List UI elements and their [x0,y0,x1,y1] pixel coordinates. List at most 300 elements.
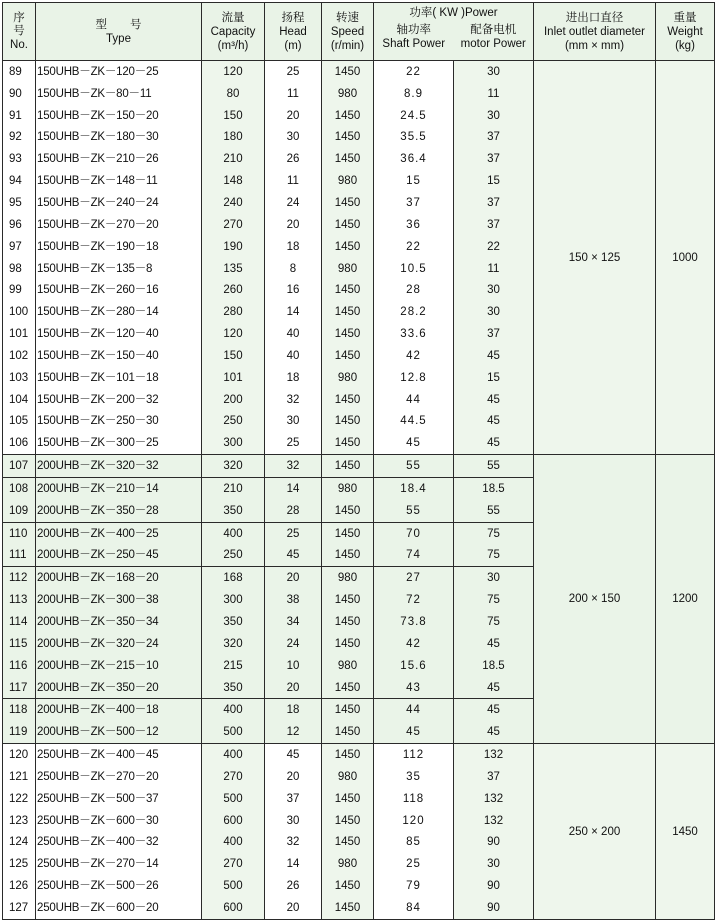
row-capacity: 200 [202,389,265,411]
row-no: 125 [3,853,36,875]
col-header-motor-power [454,23,534,51]
col-header-no-en: No. [10,38,28,51]
row-capacity: 148 [202,170,265,192]
row-type: 150UHB－ZK－260－16 [36,279,202,301]
row-capacity: 400 [202,744,265,766]
row-speed: 1450 [322,721,374,743]
row-no: 123 [3,810,36,832]
row-type: 250UHB－ZK－270－14 [36,853,202,875]
row-head: 20 [265,105,322,127]
group-inlet-diameter: 250 × 200 [534,744,656,920]
row-shaft-power: 70 [374,522,454,544]
row-type: 200UHB－ZK－210－14 [36,478,202,500]
row-capacity: 350 [202,611,265,633]
row-type: 150UHB－ZK－150－20 [36,105,202,127]
row-head: 25 [265,61,322,83]
row-head: 18 [265,236,322,258]
col-header-capacity-unit: (m³/h) [217,39,249,52]
row-capacity: 280 [202,301,265,323]
col-header-speed-en: Speed [330,25,365,38]
row-capacity: 250 [202,411,265,433]
row-no: 97 [3,236,36,258]
row-type: 150UHB－ZK－280－14 [36,301,202,323]
row-type: 250UHB－ZK－500－26 [36,875,202,897]
row-capacity: 135 [202,258,265,280]
row-no: 116 [3,655,36,677]
row-speed: 1450 [322,127,374,149]
row-motor-power: 90 [454,875,534,897]
row-speed: 1450 [322,897,374,919]
row-speed: 980 [322,170,374,192]
row-type: 250UHB－ZK－500－37 [36,788,202,810]
table-row [3,744,715,766]
row-head: 28 [265,500,322,522]
row-capacity: 190 [202,236,265,258]
col-header-inlet-diameter [534,3,656,61]
col-header-inlet-zh: 进出口直径 [565,11,624,24]
row-speed: 1450 [322,105,374,127]
row-speed: 1450 [322,699,374,721]
row-head: 32 [265,832,322,854]
col-header-no [3,3,36,61]
row-speed: 1450 [322,810,374,832]
col-header-no-zh: 序号 [13,11,25,37]
col-header-type [36,3,202,61]
row-shaft-power: 33.6 [374,323,454,345]
row-capacity: 180 [202,127,265,149]
row-capacity: 240 [202,192,265,214]
row-shaft-power: 25 [374,853,454,875]
row-motor-power: 30 [454,567,534,589]
row-motor-power: 45 [454,699,534,721]
row-type: 200UHB－ZK－500－12 [36,721,202,743]
col-header-head [265,3,322,61]
row-head: 45 [265,744,322,766]
row-shaft-power: 42 [374,345,454,367]
row-capacity: 400 [202,699,265,721]
row-shaft-power: 24.5 [374,105,454,127]
row-motor-power: 37 [454,127,534,149]
col-header-weight-zh: 重量 [673,11,697,24]
row-shaft-power: 42 [374,633,454,655]
row-head: 20 [265,214,322,236]
row-shaft-power: 120 [374,810,454,832]
row-type: 200UHB－ZK－400－18 [36,699,202,721]
row-speed: 1450 [322,611,374,633]
group-weight: 1450 [656,744,715,920]
row-capacity: 350 [202,677,265,699]
row-type: 150UHB－ZK－120－40 [36,323,202,345]
row-motor-power: 75 [454,589,534,611]
row-speed: 1450 [322,279,374,301]
row-no: 112 [3,567,36,589]
col-header-weight-en: Weight [667,25,703,38]
row-speed: 1450 [322,236,374,258]
row-capacity: 210 [202,478,265,500]
col-header-motor-zh: 配备电机 [470,24,517,36]
row-speed: 980 [322,478,374,500]
row-motor-power: 11 [454,258,534,280]
row-head: 45 [265,545,322,567]
row-head: 30 [265,411,322,433]
row-shaft-power: 43 [374,677,454,699]
row-type: 250UHB－ZK－270－20 [36,766,202,788]
row-type: 150UHB－ZK－150－40 [36,345,202,367]
row-motor-power: 132 [454,788,534,810]
row-speed: 1450 [322,192,374,214]
row-capacity: 600 [202,897,265,919]
row-capacity: 120 [202,61,265,83]
row-no: 98 [3,258,36,280]
col-header-shaft-power [374,23,454,51]
row-motor-power: 37 [454,192,534,214]
row-head: 18 [265,367,322,389]
row-head: 18 [265,699,322,721]
row-speed: 980 [322,655,374,677]
row-motor-power: 132 [454,810,534,832]
row-shaft-power: 85 [374,832,454,854]
table-row [3,455,715,478]
row-motor-power: 30 [454,61,534,83]
row-type: 150UHB－ZK－148－11 [36,170,202,192]
row-no: 121 [3,766,36,788]
row-no: 108 [3,478,36,500]
row-type: 200UHB－ZK－300－38 [36,589,202,611]
row-speed: 1450 [322,633,374,655]
row-capacity: 101 [202,367,265,389]
row-capacity: 500 [202,875,265,897]
row-type: 250UHB－ZK－400－32 [36,832,202,854]
row-type: 150UHB－ZK－240－24 [36,192,202,214]
row-capacity: 600 [202,810,265,832]
row-shaft-power: 35 [374,766,454,788]
col-header-head-en: Head [279,25,307,38]
row-motor-power: 45 [454,721,534,743]
row-head: 32 [265,389,322,411]
row-speed: 980 [322,766,374,788]
row-no: 106 [3,432,36,454]
row-speed: 1450 [322,788,374,810]
row-type: 200UHB－ZK－350－34 [36,611,202,633]
row-type: 150UHB－ZK－210－26 [36,148,202,170]
row-no: 120 [3,744,36,766]
col-header-weight [656,3,715,61]
row-no: 93 [3,148,36,170]
row-motor-power: 18.5 [454,478,534,500]
row-no: 92 [3,127,36,149]
row-speed: 1450 [322,323,374,345]
col-header-motor-en: motor Power [460,38,526,50]
col-header-capacity-en: Capacity [210,25,256,38]
row-shaft-power: 28 [374,279,454,301]
col-header-type-zh: 型 号 [95,18,142,31]
row-capacity: 320 [202,455,265,478]
row-speed: 1450 [322,677,374,699]
col-header-head-unit: (m) [284,39,302,52]
row-type: 150UHB－ZK－80－11 [36,83,202,105]
row-head: 11 [265,83,322,105]
row-capacity: 500 [202,788,265,810]
row-type: 250UHB－ZK－600－30 [36,810,202,832]
row-no: 114 [3,611,36,633]
col-header-power [374,3,534,61]
row-no: 102 [3,345,36,367]
row-shaft-power: 74 [374,545,454,567]
col-header-power-title: 功率( KW )Power [409,7,498,19]
row-motor-power: 15 [454,367,534,389]
row-motor-power: 132 [454,744,534,766]
row-no: 109 [3,500,36,522]
col-header-capacity-zh: 流量 [221,11,245,24]
row-type: 200UHB－ZK－400－25 [36,522,202,544]
row-speed: 980 [322,83,374,105]
row-head: 20 [265,766,322,788]
row-no: 99 [3,279,36,301]
row-motor-power: 11 [454,83,534,105]
row-head: 12 [265,721,322,743]
group-inlet-diameter: 200 × 150 [534,455,656,744]
row-capacity: 270 [202,214,265,236]
col-header-weight-unit: (kg) [675,39,695,52]
row-type: 150UHB－ZK－300－25 [36,432,202,454]
row-head: 10 [265,655,322,677]
row-head: 14 [265,301,322,323]
row-shaft-power: 37 [374,192,454,214]
row-shaft-power: 22 [374,236,454,258]
row-motor-power: 55 [454,500,534,522]
row-speed: 1450 [322,589,374,611]
col-header-type-en: Type [106,32,131,45]
col-header-shaft-zh: 轴功率 [396,24,431,36]
row-no: 103 [3,367,36,389]
row-speed: 1450 [322,301,374,323]
row-head: 14 [265,478,322,500]
row-speed: 1450 [322,148,374,170]
row-shaft-power: 73.8 [374,611,454,633]
col-header-head-zh: 扬程 [281,11,305,24]
row-motor-power: 15 [454,170,534,192]
row-no: 91 [3,105,36,127]
row-motor-power: 37 [454,323,534,345]
row-head: 26 [265,875,322,897]
row-no: 90 [3,83,36,105]
row-speed: 1450 [322,61,374,83]
col-header-capacity [202,3,265,61]
row-no: 96 [3,214,36,236]
row-shaft-power: 8.9 [374,83,454,105]
row-shaft-power: 84 [374,897,454,919]
row-capacity: 250 [202,545,265,567]
row-shaft-power: 36 [374,214,454,236]
row-capacity: 168 [202,567,265,589]
row-capacity: 215 [202,655,265,677]
row-no: 115 [3,633,36,655]
group-inlet-diameter: 150 × 125 [534,61,656,455]
row-speed: 1450 [322,389,374,411]
row-no: 110 [3,522,36,544]
row-speed: 980 [322,367,374,389]
row-speed: 1450 [322,411,374,433]
row-shaft-power: 55 [374,455,454,478]
row-capacity: 260 [202,279,265,301]
row-type: 150UHB－ZK－200－32 [36,389,202,411]
row-no: 104 [3,389,36,411]
row-capacity: 320 [202,633,265,655]
row-type: 150UHB－ZK－120－25 [36,61,202,83]
row-head: 20 [265,567,322,589]
row-no: 105 [3,411,36,433]
row-type: 250UHB－ZK－400－45 [36,744,202,766]
row-capacity: 400 [202,832,265,854]
row-shaft-power: 12.8 [374,367,454,389]
row-no: 122 [3,788,36,810]
row-capacity: 80 [202,83,265,105]
row-motor-power: 37 [454,214,534,236]
row-shaft-power: 15 [374,170,454,192]
row-head: 24 [265,192,322,214]
row-head: 14 [265,853,322,875]
row-motor-power: 45 [454,633,534,655]
row-speed: 980 [322,567,374,589]
row-speed: 980 [322,853,374,875]
row-capacity: 350 [202,500,265,522]
row-speed: 980 [322,258,374,280]
row-no: 95 [3,192,36,214]
row-no: 94 [3,170,36,192]
group-weight: 1200 [656,455,715,744]
row-capacity: 300 [202,589,265,611]
row-no: 101 [3,323,36,345]
row-type: 200UHB－ZK－350－28 [36,500,202,522]
row-type: 150UHB－ZK－180－30 [36,127,202,149]
row-shaft-power: 22 [374,61,454,83]
row-type: 250UHB－ZK－600－20 [36,897,202,919]
row-no: 124 [3,832,36,854]
row-motor-power: 22 [454,236,534,258]
row-speed: 1450 [322,345,374,367]
row-capacity: 270 [202,766,265,788]
row-motor-power: 75 [454,611,534,633]
row-shaft-power: 118 [374,788,454,810]
row-no: 126 [3,875,36,897]
row-type: 200UHB－ZK－168－20 [36,567,202,589]
row-no: 100 [3,301,36,323]
row-no: 127 [3,897,36,919]
row-shaft-power: 35.5 [374,127,454,149]
row-head: 11 [265,170,322,192]
row-speed: 1450 [322,832,374,854]
row-shaft-power: 45 [374,432,454,454]
row-motor-power: 45 [454,432,534,454]
row-shaft-power: 45 [374,721,454,743]
table-body [3,61,715,920]
row-head: 26 [265,148,322,170]
row-no: 113 [3,589,36,611]
col-header-speed [322,3,374,61]
row-shaft-power: 79 [374,875,454,897]
row-head: 37 [265,788,322,810]
row-type: 200UHB－ZK－350－20 [36,677,202,699]
row-motor-power: 45 [454,389,534,411]
row-shaft-power: 112 [374,744,454,766]
row-speed: 1450 [322,455,374,478]
row-capacity: 150 [202,105,265,127]
row-speed: 1450 [322,875,374,897]
row-shaft-power: 44 [374,389,454,411]
row-no: 107 [3,455,36,478]
row-speed: 1450 [322,214,374,236]
row-shaft-power: 72 [374,589,454,611]
row-capacity: 400 [202,522,265,544]
row-motor-power: 30 [454,853,534,875]
row-capacity: 300 [202,432,265,454]
row-head: 40 [265,345,322,367]
row-shaft-power: 28.2 [374,301,454,323]
row-shaft-power: 27 [374,567,454,589]
row-capacity: 120 [202,323,265,345]
row-head: 38 [265,589,322,611]
row-capacity: 150 [202,345,265,367]
col-header-inlet-unit: (mm × mm) [564,39,625,52]
col-header-inlet-en: Inlet outlet diameter [543,25,645,38]
row-motor-power: 75 [454,522,534,544]
row-motor-power: 55 [454,455,534,478]
row-head: 8 [265,258,322,280]
row-shaft-power: 15.6 [374,655,454,677]
row-motor-power: 75 [454,545,534,567]
row-type: 200UHB－ZK－320－32 [36,455,202,478]
row-speed: 1450 [322,432,374,454]
row-type: 150UHB－ZK－270－20 [36,214,202,236]
row-shaft-power: 55 [374,500,454,522]
row-motor-power: 45 [454,411,534,433]
row-motor-power: 18.5 [454,655,534,677]
table-header [3,3,715,61]
row-speed: 1450 [322,522,374,544]
row-shaft-power: 44.5 [374,411,454,433]
row-capacity: 270 [202,853,265,875]
row-head: 34 [265,611,322,633]
row-type: 150UHB－ZK－135－8 [36,258,202,280]
row-motor-power: 90 [454,832,534,854]
row-motor-power: 37 [454,148,534,170]
row-head: 25 [265,522,322,544]
row-head: 24 [265,633,322,655]
row-type: 150UHB－ZK－101－18 [36,367,202,389]
row-capacity: 210 [202,148,265,170]
row-type: 200UHB－ZK－215－10 [36,655,202,677]
row-motor-power: 30 [454,279,534,301]
row-shaft-power: 18.4 [374,478,454,500]
row-motor-power: 30 [454,105,534,127]
row-motor-power: 37 [454,766,534,788]
row-motor-power: 90 [454,897,534,919]
row-no: 119 [3,721,36,743]
row-speed: 1450 [322,545,374,567]
row-motor-power: 30 [454,301,534,323]
row-no: 89 [3,61,36,83]
row-capacity: 500 [202,721,265,743]
row-head: 30 [265,127,322,149]
row-shaft-power: 10.5 [374,258,454,280]
col-header-speed-zh: 转速 [336,11,359,24]
row-shaft-power: 44 [374,699,454,721]
row-speed: 1450 [322,500,374,522]
row-type: 150UHB－ZK－250－30 [36,411,202,433]
row-no: 111 [3,545,36,567]
row-type: 150UHB－ZK－190－18 [36,236,202,258]
row-type: 200UHB－ZK－320－24 [36,633,202,655]
